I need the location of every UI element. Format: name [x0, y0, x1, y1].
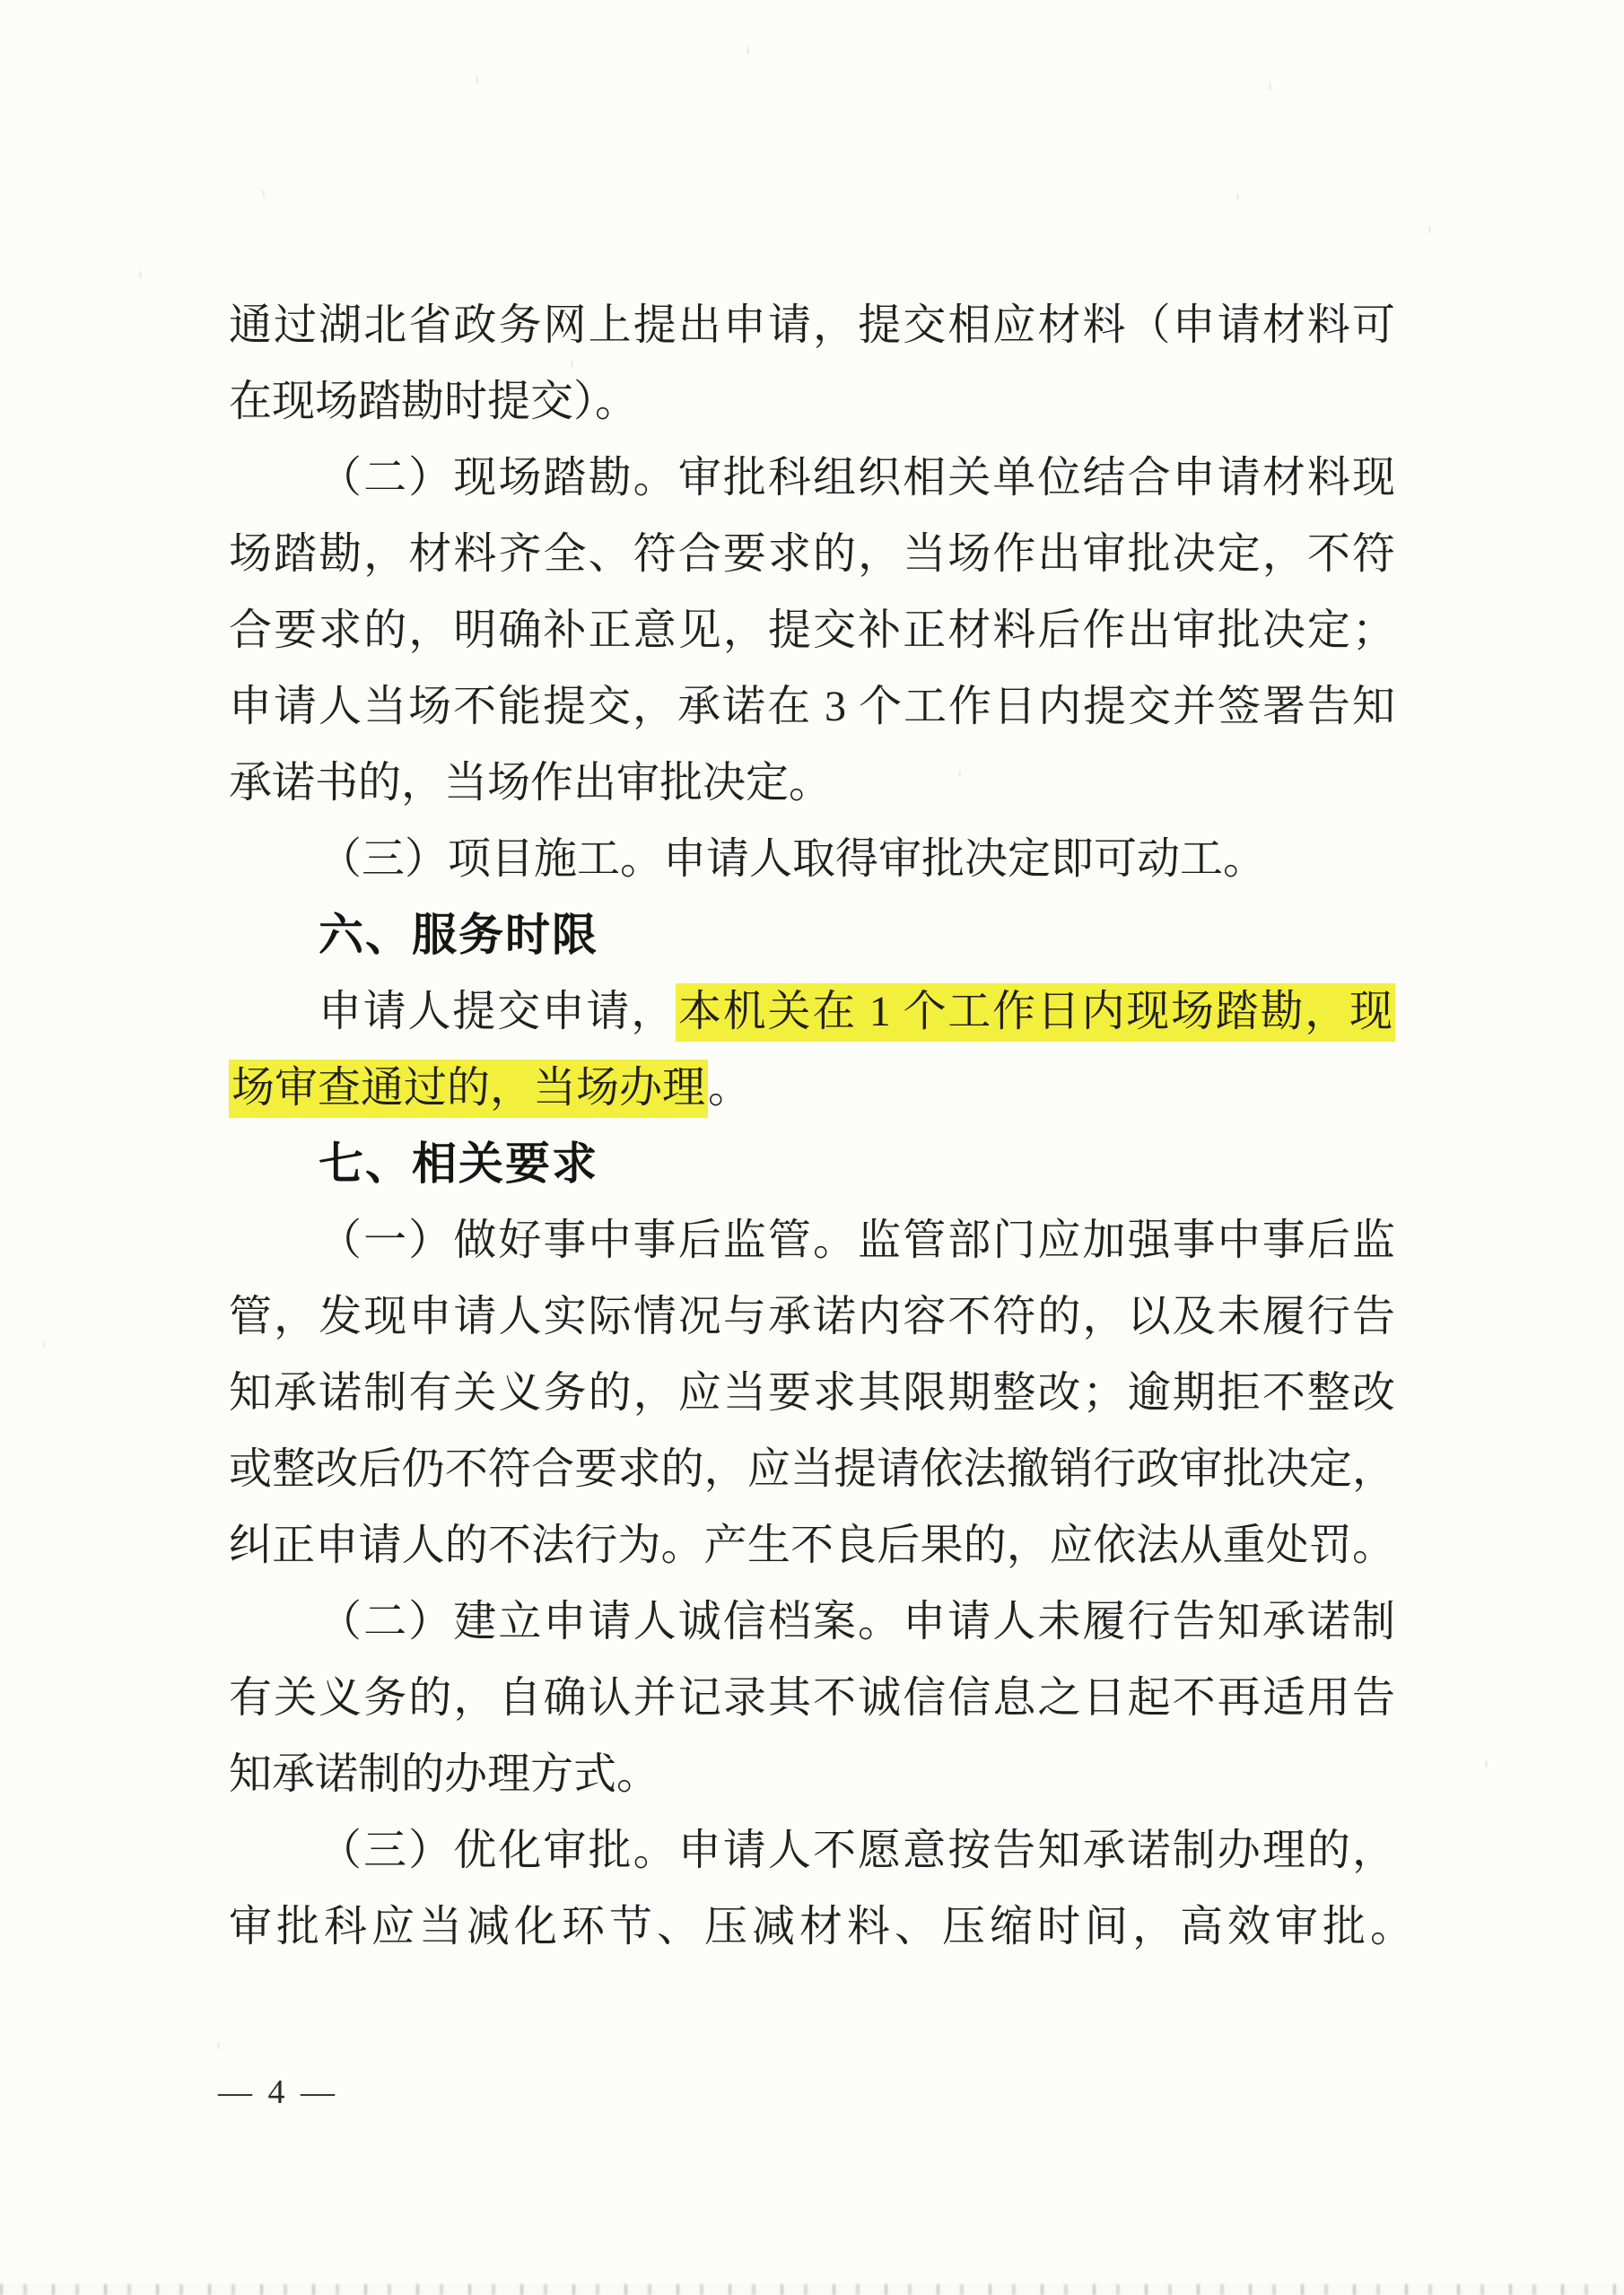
- scan-speck: [958, 770, 961, 777]
- highlighted-text-segment: 场审查通过的，当场办理: [229, 1060, 708, 1118]
- text-line: 有关义务的，自确认并记录其不诚信信息之日起不再适用告: [229, 1674, 1395, 1722]
- highlighted-text-segment: 本机关在 1 个工作日内现场踏勘，现: [676, 983, 1395, 1042]
- scan-speck: [139, 271, 142, 278]
- plain-text-segment: 。: [708, 1064, 752, 1112]
- text-line: 纠正申请人的不法行为。产生不良后果的，应依法从重处罚。: [229, 1522, 1395, 1569]
- scan-speck: [217, 2042, 220, 2049]
- text-line: 知承诺制有关义务的，应当要求其限期整改；逾期拒不整改: [229, 1369, 1395, 1417]
- scan-speck: [1269, 83, 1271, 90]
- scan-speck: [747, 47, 749, 54]
- scan-speck: [476, 76, 478, 83]
- scan-speck: [1428, 226, 1431, 233]
- page-number: — 4 —: [218, 2073, 338, 2111]
- scan-speck: [262, 190, 265, 197]
- section-heading-service-time-limit: 六、服务时限: [319, 910, 598, 960]
- scan-speck: [812, 459, 815, 467]
- plain-text-segment: 申请人提交申请，: [319, 988, 676, 1035]
- text-line-with-highlight: [229, 1050, 1395, 1126]
- text-line: （三）优化审批。申请人不愿意按告知承诺制办理的，: [319, 1827, 1395, 1874]
- scan-speck: [1236, 194, 1239, 201]
- text-line: 通过湖北省政务网上提出申请，提交相应材料（申请材料可: [229, 301, 1395, 349]
- text-line: （一）做好事中事后监管。监管部门应加强事中事后监: [319, 1217, 1395, 1264]
- text-line: 或整改后仍不符合要求的，应当提请依法撤销行政审批决定，: [229, 1445, 1395, 1493]
- scan-speck: [43, 1341, 46, 1348]
- section-heading-related-requirements: 七、相关要求: [319, 1139, 598, 1189]
- text-line: 审批科应当减化环节、压减材料、压缩时间，高效审批。: [229, 1903, 1419, 1950]
- text-line: 承诺书的，当场作出审批决定。: [229, 759, 833, 807]
- document-body: [229, 287, 1419, 1965]
- text-line: （二）建立申请人诚信档案。申请人未履行告知承诺制: [319, 1598, 1395, 1645]
- text-line-with-highlight: [229, 973, 1395, 1050]
- text-line: 申请人当场不能提交，承诺在 3 个工作日内提交并签署告知: [229, 683, 1395, 730]
- scan-speck: [571, 361, 573, 368]
- text-line: （二）现场踏勘。审批科组织相关单位结合申请材料现: [319, 454, 1395, 502]
- text-line: 管，发现申请人实际情况与承诺内容不符的，以及未履行告: [229, 1293, 1395, 1340]
- scan-edge-artifact: [0, 2284, 1624, 2295]
- text-line: 在现场踏勘时提交）。: [229, 378, 639, 425]
- scan-speck: [1485, 1760, 1488, 1767]
- text-line: （三）项目施工。申请人取得审批决定即可动工。: [319, 835, 1267, 883]
- text-line: 场踏勘，材料齐全、符合要求的，当场作出审批决定，不符: [229, 530, 1395, 578]
- text-line: 知承诺制的办理方式。: [229, 1750, 660, 1798]
- text-line: 合要求的，明确补正意见，提交补正材料后作出审批决定；: [229, 606, 1395, 654]
